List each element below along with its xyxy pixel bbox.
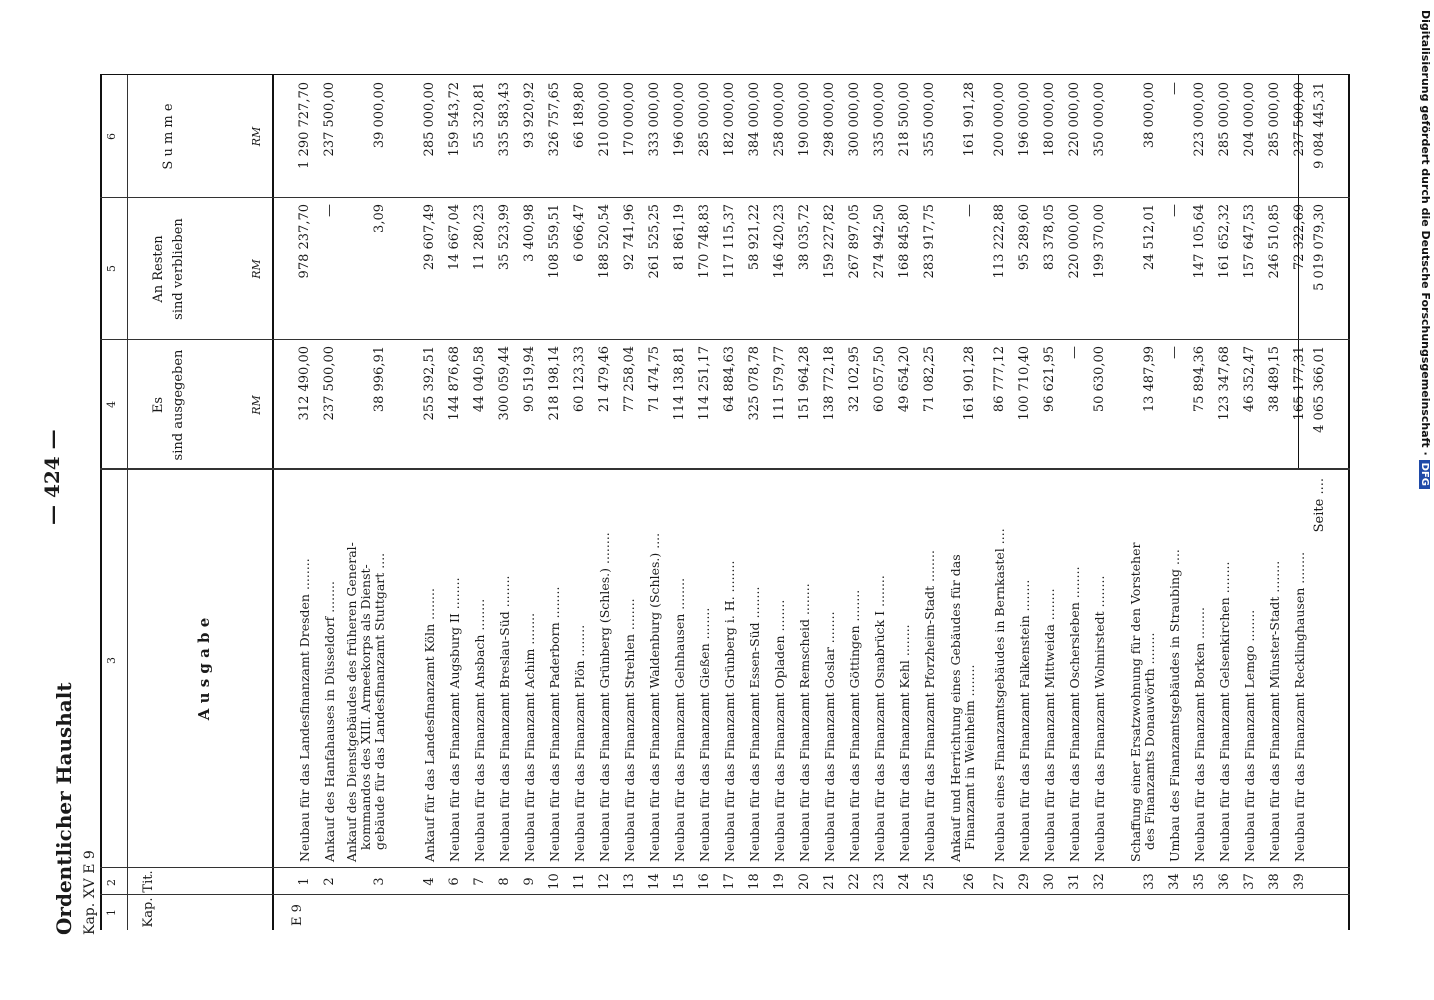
column-number: 3: [105, 657, 118, 664]
row-resten: 170 748,83: [697, 204, 712, 279]
row-summe: 161 901,28: [962, 82, 977, 157]
row-resten: 38 035,72: [797, 204, 812, 271]
row-resten: 81 861,19: [672, 204, 687, 271]
row-ausgegeben: 312 490,00: [297, 346, 312, 421]
row-desc-line: Neubau für das Finanzamt Waldenburg (Schles.) ....: [647, 532, 662, 862]
row-tit-17: 17: [722, 873, 737, 890]
row-ausgegeben: 71 474,75: [647, 346, 662, 413]
row-resten: 168 845,80: [897, 204, 912, 279]
resten-header-2: sind verblieben: [171, 218, 186, 320]
row-desc-line: Neubau für das Finanzamt Plön ........: [572, 624, 587, 862]
row-summe: 200 000,00: [992, 82, 1007, 157]
row-ausgegeben: 218 198,14: [547, 346, 562, 421]
row-summe: 300 000,00: [847, 82, 862, 157]
row-ausgegeben: 38 489,15: [1267, 346, 1282, 413]
row-resten: 14 667,04: [447, 204, 462, 271]
row-resten: 58 921,22: [747, 204, 762, 271]
dfg-sidebar: [1410, 0, 1434, 1000]
row-ausgegeben: —: [1067, 346, 1082, 359]
row-ausgegeben: 138 772,18: [822, 346, 837, 421]
row-summe: 220 000,00: [1067, 82, 1082, 157]
row-desc-line: Neubau für das Finanzamt Gießen ........: [697, 607, 712, 862]
row-summe: 196 000,00: [1017, 82, 1032, 157]
row-tit-20: 20: [797, 873, 812, 890]
row-summe: 55 320,81: [472, 82, 487, 149]
summe-header: S u m m e: [161, 103, 176, 170]
row-tit-7: 7: [472, 877, 487, 886]
row-desc-line: Neubau für das Finanzamt Opladen ........: [772, 599, 787, 862]
row-tit-29: 29: [1017, 873, 1032, 890]
row-resten: 157 647,53: [1242, 204, 1257, 279]
row-summe: 190 000,00: [797, 82, 812, 157]
chapter-label: Kap. XV E 9: [82, 850, 98, 935]
dfg-logo: DFG: [1419, 460, 1430, 489]
row-desc-line: Neubau für das Finanzamt Strehlen ........: [622, 598, 637, 862]
row-resten: 274 942,50: [872, 204, 887, 279]
row-tit-37: 37: [1242, 873, 1257, 890]
row-resten: 95 289,60: [1017, 204, 1032, 271]
row-tit-22: 22: [847, 873, 862, 890]
row-ausgegeben: 60 123,33: [572, 346, 587, 413]
row-tit-38: 38: [1267, 873, 1282, 890]
row-summe: 223 000,00: [1192, 82, 1207, 157]
row-tit-4: 4: [422, 877, 437, 886]
table-bottom-rule: [1348, 75, 1350, 930]
row-summe: 210 000,00: [597, 82, 612, 157]
resten-currency: RM: [250, 259, 263, 279]
row-resten: 6 066,47: [572, 204, 587, 262]
column-number: 2: [105, 879, 118, 886]
row-ausgegeben: 71 082,25: [922, 346, 937, 413]
row-desc-line: Neubau für das Finanzamt Recklinghausen ........: [1292, 551, 1307, 862]
ausgegeben-currency: RM: [250, 395, 263, 415]
row-desc-line: Neubau für das Finanzamt Essen-Süd ........: [747, 586, 762, 862]
row-summe: 285 000,00: [1267, 82, 1282, 157]
row-summe: 237 500,00: [1292, 82, 1307, 157]
row-desc-line: Neubau für das Finanzamt Pforzheim-Stadt ........: [922, 550, 937, 862]
row-ausgegeben: 96 621,95: [1042, 346, 1057, 413]
row-tit-25: 25: [922, 873, 937, 890]
row-resten: 159 227,82: [822, 204, 837, 279]
row-summe: 350 000,00: [1092, 82, 1107, 157]
row-tit-16: 16: [697, 873, 712, 890]
column-number: 6: [105, 133, 118, 140]
row-desc-line: Neubau für das Finanzamt Grünberg (Schles.) ........: [597, 532, 612, 862]
row-resten: 199 370,00: [1092, 204, 1107, 279]
kap-header: Kap.: [141, 897, 156, 928]
row-tit-19: 19: [772, 873, 787, 890]
row-desc-line: Neubau für das Finanzamt Gelsenkirchen ........: [1217, 561, 1232, 862]
row-desc-line: Neubau für das Finanzamt Gelnhausen ........: [672, 577, 687, 862]
row-ausgegeben: —: [1167, 346, 1182, 359]
ausgabe-header: A u s g a b e: [195, 617, 213, 721]
column-separator: [100, 339, 1350, 340]
row-summe: 285 000,00: [422, 82, 437, 157]
row-summe: 38 000,00: [1142, 82, 1157, 149]
row-tit-12: 12: [597, 873, 612, 890]
row-desc-line: Neubau für das Finanzamt Osnabrück I ........: [872, 575, 887, 862]
column-number: 4: [105, 401, 118, 408]
row-summe: 285 000,00: [1217, 82, 1232, 157]
row-resten: 267 897,05: [847, 204, 862, 279]
row-desc-line: Neubau für das Finanzamt Falkenstein ........: [1017, 579, 1032, 862]
row-tit-35: 35: [1192, 873, 1207, 890]
row-desc-line: Neubau für das Finanzamt Münster-Stadt ........: [1267, 560, 1282, 862]
resten-header-1: An Resten: [151, 235, 166, 303]
row-resten: 161 652,32: [1217, 204, 1232, 279]
row-summe: 182 000,00: [722, 82, 737, 157]
header-number-rule: [127, 75, 128, 930]
row-summe: 1 290 727,70: [297, 82, 312, 169]
tit-header: Tit.: [141, 870, 156, 893]
row-summe: 237 500,00: [322, 82, 337, 157]
row-resten: 3 400,98: [522, 204, 537, 262]
row-summe: 384 000,00: [747, 82, 762, 157]
row-ausgegeben: 100 710,40: [1017, 346, 1032, 421]
row-ausgegeben: 64 884,63: [722, 346, 737, 413]
row-desc-line: Neubau für das Finanzamt Wolmirstedt ........: [1092, 575, 1107, 862]
row-summe: 298 000,00: [822, 82, 837, 157]
column-separator: [100, 468, 1350, 470]
row-resten: 108 559,51: [547, 204, 562, 279]
row-ausgegeben: 114 138,81: [672, 346, 687, 421]
row-ausgegeben: 49 654,20: [897, 346, 912, 413]
page-number: — 424 —: [40, 429, 64, 525]
row-summe: 335 000,00: [872, 82, 887, 157]
row-resten: —: [1167, 204, 1182, 217]
row-ausgegeben: 144 876,68: [447, 346, 462, 421]
row-resten: 246 510,85: [1267, 204, 1282, 279]
row-resten: 35 523,99: [497, 204, 512, 271]
row-ausgegeben: 77 258,04: [622, 346, 637, 413]
row-desc-line: des Finanzamts Donauwörth ........: [1142, 632, 1157, 850]
row-ausgegeben: 165 177,31: [1292, 346, 1307, 421]
row-ausgegeben: 50 630,00: [1092, 346, 1107, 413]
row-ausgegeben: 237 500,00: [322, 346, 337, 421]
row-summe: 204 000,00: [1242, 82, 1257, 157]
row-ausgegeben: 114 251,17: [697, 346, 712, 421]
row-ausgegeben: 60 057,50: [872, 346, 887, 413]
summe-currency: RM: [250, 126, 263, 147]
row-desc-line: Neubau eines Finanzamtsgebäudes in Bernkastel ....: [992, 528, 1007, 862]
row-tit-8: 8: [497, 877, 512, 886]
row-ausgegeben: 38 996,91: [372, 346, 387, 413]
ausgegeben-header-2: sind ausgegeben: [171, 349, 186, 461]
row-tit-31: 31: [1067, 873, 1082, 890]
row-ausgegeben: 21 479,46: [597, 346, 612, 413]
row-desc-line: Neubau für das Finanzamt Breslau-Süd ........: [497, 575, 512, 862]
row-summe: 66 189,80: [572, 82, 587, 149]
row-resten: 92 741,96: [622, 204, 637, 271]
row-tit-32: 32: [1092, 873, 1107, 890]
row-summe: 218 500,00: [897, 82, 912, 157]
row-tit-3: 3: [372, 877, 387, 886]
row-tit-23: 23: [872, 873, 887, 890]
row-desc-line: Neubau für das Finanzamt Augsburg II ........: [447, 577, 462, 862]
column-number: 5: [105, 265, 118, 272]
row-tit-34: 34: [1167, 873, 1182, 890]
row-tit-6: 6: [447, 877, 462, 886]
totals-label: Seite ....: [1312, 478, 1327, 533]
row-tit-27: 27: [992, 873, 1007, 890]
row-resten: 117 115,37: [722, 204, 737, 279]
row-summe: 258 000,00: [772, 82, 787, 157]
row-desc-line: Umbau des Finanzamtsgebäudes in Straubing ....: [1167, 549, 1182, 862]
document-title: Ordentlicher Haushalt: [52, 682, 76, 935]
row-tit-10: 10: [547, 873, 562, 890]
row-desc-line: Neubau für das Landesfinanzamt Dresden ........: [297, 558, 312, 862]
dfg-sidebar-text: [1419, 10, 1432, 489]
row-resten: —: [962, 204, 977, 217]
row-tit-1: 1: [297, 877, 312, 886]
row-resten: 113 222,88: [992, 204, 1007, 279]
row-tit-21: 21: [822, 873, 837, 890]
row-desc-line: Neubau für das Finanzamt Mittweida ........: [1042, 588, 1057, 862]
row-summe: 285 000,00: [697, 82, 712, 157]
row-tit-13: 13: [622, 873, 637, 890]
row-summe: 159 543,72: [447, 82, 462, 157]
totals-summe: 9 084 445,31: [1312, 82, 1327, 169]
row-summe: 355 000,00: [922, 82, 937, 157]
row-tit-2: 2: [322, 877, 337, 886]
row-ausgegeben: 151 964,28: [797, 346, 812, 421]
row-ausgegeben: 255 392,51: [422, 346, 437, 421]
row-tit-14: 14: [647, 873, 662, 890]
row-summe: 39 000,00: [372, 82, 387, 149]
row-resten: 11 280,23: [472, 204, 487, 271]
row-ausgegeben: 325 078,78: [747, 346, 762, 421]
sidebar-credit-text: Digitalisierung gefördert durch die Deutsche Forschungsgemeinschaft ·: [1419, 10, 1432, 456]
row-summe: 196 000,00: [672, 82, 687, 157]
row-summe: 180 000,00: [1042, 82, 1057, 157]
row-desc-line: Schaffung einer Ersatzwohnung für den Vorsteher: [1128, 542, 1143, 862]
row-ausgegeben: 161 901,28: [962, 346, 977, 421]
row-resten: —: [322, 204, 337, 217]
row-resten: 29 607,49: [422, 204, 437, 271]
row-tit-26: 26: [962, 873, 977, 890]
row-summe: 170 000,00: [622, 82, 637, 157]
ausgegeben-header-1: Es: [151, 396, 166, 414]
row-resten: 146 420,23: [772, 204, 787, 279]
column-separator: [100, 74, 1350, 75]
row-tit-15: 15: [672, 873, 687, 890]
row-ausgegeben: 111 579,77: [772, 346, 787, 421]
row-ausgegeben: 86 777,12: [992, 346, 1007, 413]
column-separator: [100, 197, 1350, 198]
row-resten: 188 520,54: [597, 204, 612, 279]
row-desc-line: Finanzamt in Weinheim ........: [962, 664, 977, 850]
row-resten: 72 322,69: [1292, 204, 1307, 271]
row-desc-line: Neubau für das Finanzamt Göttingen ........: [847, 589, 862, 862]
row-summe: 333 000,00: [647, 82, 662, 157]
row-desc-line: Neubau für das Finanzamt Lemgo ........: [1242, 609, 1257, 862]
row-desc-line: Ankauf für das Landesfinanzamt Köln ........: [422, 588, 437, 862]
totals-resten: 5 019 079,30: [1312, 204, 1327, 291]
header-bottom-rule: [272, 75, 274, 930]
row-tit-24: 24: [897, 873, 912, 890]
row-tit-9: 9: [522, 877, 537, 886]
row-desc-line: kommandos des XIII. Armeekorps als Dienst-: [358, 564, 373, 850]
row-desc-line: Ankauf des Hanfahauses in Düsseldorf ........: [322, 581, 337, 862]
row-tit-18: 18: [747, 873, 762, 890]
row-tit-30: 30: [1042, 873, 1057, 890]
row-ausgegeben: 44 040,58: [472, 346, 487, 413]
row-resten: 24 512,01: [1142, 204, 1157, 271]
row-desc-line: Neubau für das Finanzamt Remscheid ........: [797, 583, 812, 862]
row-desc-line: Neubau für das Finanzamt Ansbach ........: [472, 598, 487, 862]
table-top-rule: [100, 75, 102, 930]
row-desc-line: gebäude für das Landesfinanzamt Stuttgart ....: [372, 552, 387, 850]
row-resten: 3,09: [372, 204, 387, 233]
row-summe: 93 920,92: [522, 82, 537, 149]
row-desc-line: Neubau für das Finanzamt Kehl ........: [897, 624, 912, 862]
row-resten: 978 237,70: [297, 204, 312, 279]
row-desc-line: Neubau für das Finanzamt Grünberg i. H. ........: [722, 560, 737, 862]
row-desc-line: Ankauf und Herrichtung eines Gebäudes für das: [948, 554, 963, 862]
row-desc-line: Neubau für das Finanzamt Achim ........: [522, 612, 537, 862]
row-resten: 283 917,75: [922, 204, 937, 279]
kap-value: E 9: [290, 904, 305, 926]
row-summe: 326 757,65: [547, 82, 562, 157]
row-resten: 261 525,25: [647, 204, 662, 279]
row-desc-line: Ankauf des Dienstgebäudes des früheren General-: [344, 542, 359, 862]
row-tit-11: 11: [572, 873, 587, 890]
row-summe: 335 583,43: [497, 82, 512, 157]
totals-ausgegeben: 4 065 366,01: [1312, 346, 1327, 433]
row-ausgegeben: 32 102,95: [847, 346, 862, 413]
row-ausgegeben: 123 347,68: [1217, 346, 1232, 421]
row-desc-line: Neubau für das Finanzamt Borken ........: [1192, 607, 1207, 862]
row-summe: —: [1167, 82, 1182, 95]
row-resten: 220 000,00: [1067, 204, 1082, 279]
column-number: 1: [105, 909, 118, 916]
row-desc-line: Neubau für das Finanzamt Oschersleben ........: [1067, 566, 1082, 862]
row-resten: 83 378,05: [1042, 204, 1057, 271]
row-ausgegeben: 46 352,47: [1242, 346, 1257, 413]
row-ausgegeben: 13 487,99: [1142, 346, 1157, 413]
row-desc-line: Neubau für das Finanzamt Paderborn ........: [547, 586, 562, 862]
row-desc-line: Neubau für das Finanzamt Goslar ........: [822, 611, 837, 862]
row-ausgegeben: 75 894,36: [1192, 346, 1207, 413]
row-ausgegeben: 300 059,44: [497, 346, 512, 421]
row-tit-39: 39: [1292, 873, 1307, 890]
row-tit-33: 33: [1142, 873, 1157, 890]
row-tit-36: 36: [1217, 873, 1232, 890]
row-ausgegeben: 90 519,94: [522, 346, 537, 413]
row-resten: 147 105,64: [1192, 204, 1207, 279]
